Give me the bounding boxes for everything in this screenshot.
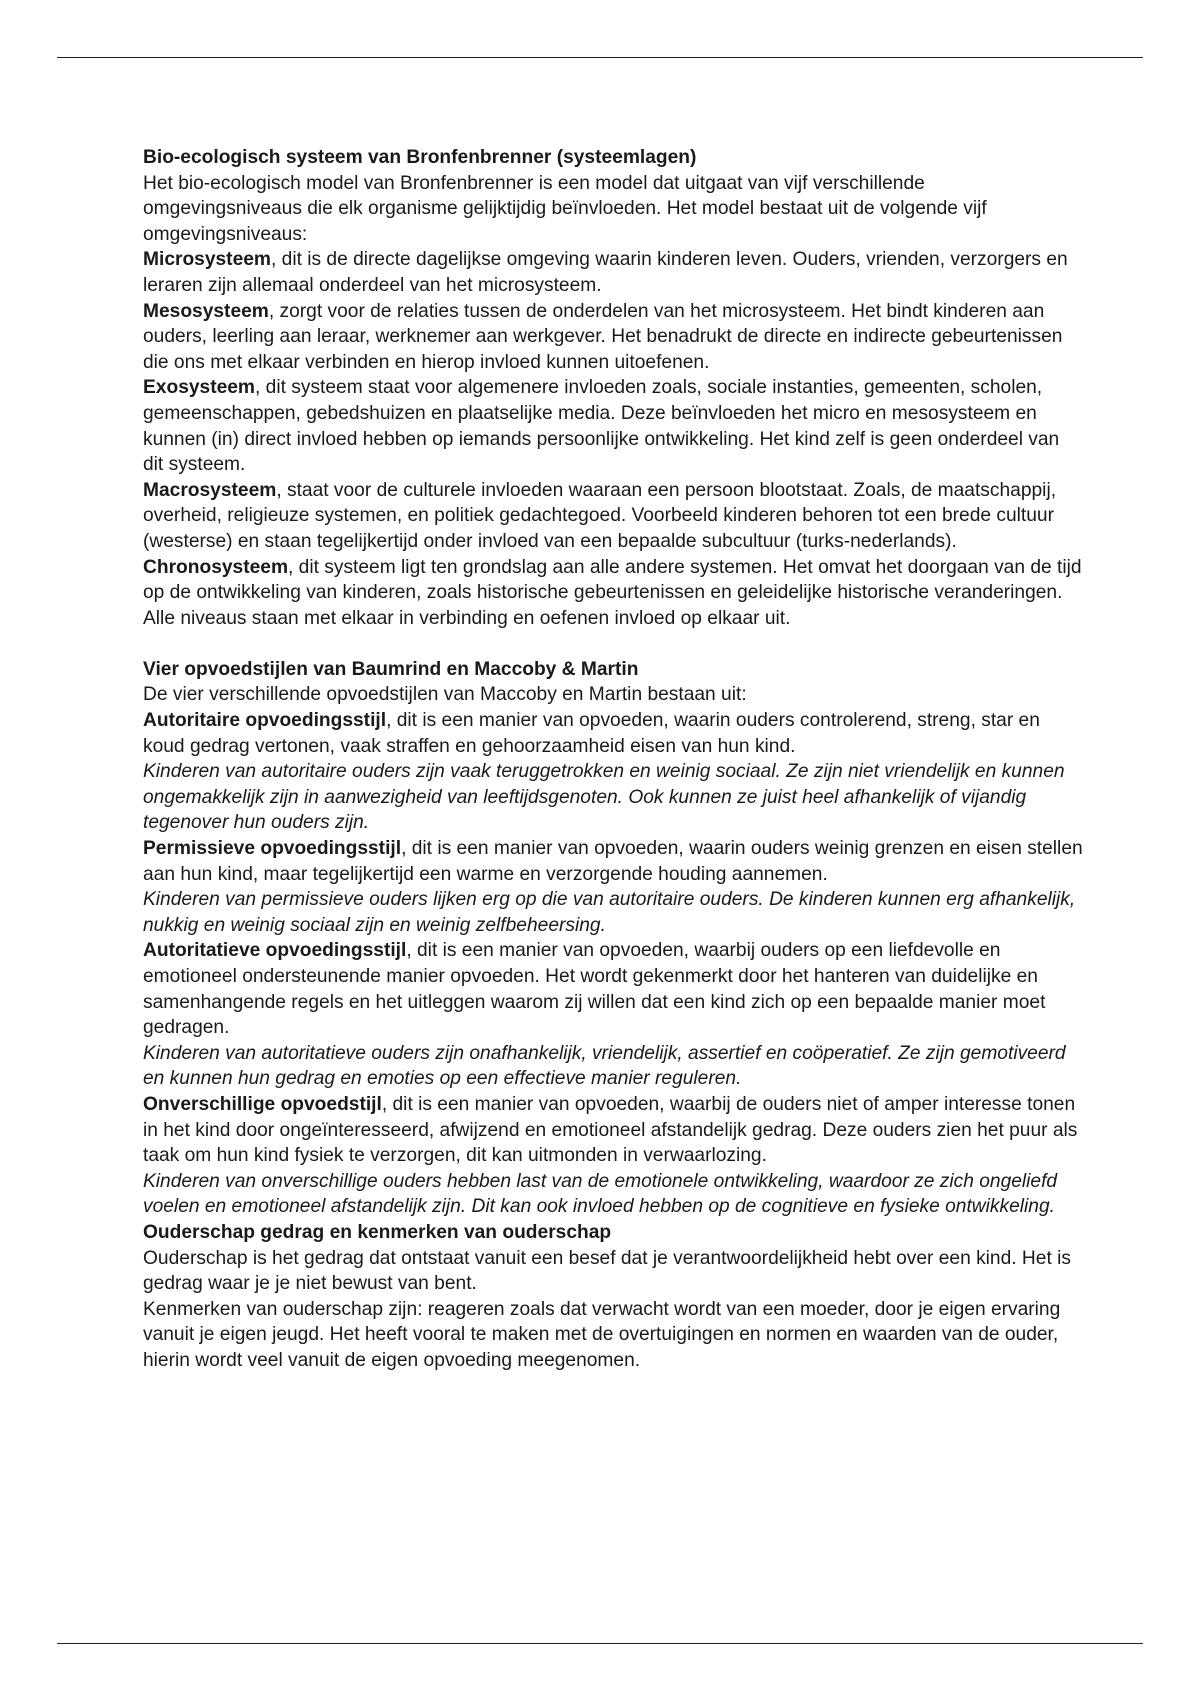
level-description: , dit is de directe dagelijkse omgeving waarin kinderen leven. Ouders, vrienden, verzorgers en leraren zijn allemaal onderdeel van het microsysteem.: [143, 249, 1068, 296]
style-description: , dit is een manier van opvoeden, waarin ouders weinig grenzen en eisen stellen aan hun kind, maar tegelijkertijd een warme en verzorgende houding aannemen.: [143, 838, 1083, 885]
section-closing-bronfenbrenner: Alle niveaus staan met elkaar in verbinding en oefenen invloed op elkaar uit.: [143, 607, 791, 629]
level-description: , staat voor de culturele invloeden waaraan een persoon blootstaat. Zoals, de maatschappij, overheid, religieuze systemen, en politiek gedachtegoed. Voorbeeld kinderen behoren tot een brede cultuur (westerse) en staan tegelijkertijd onder invloed van een bepaalde subcultuur (turks-nederlands).: [143, 479, 1057, 552]
level-term: Macrosysteem: [143, 479, 277, 501]
style-paragraph-permissive: [143, 836, 1083, 887]
style-paragraph-authoritative: [143, 938, 1083, 1040]
top-rule: [57, 57, 1143, 58]
level-term: Mesosysteem: [143, 300, 269, 322]
level-paragraph-macrosystem: [143, 478, 1083, 555]
section-heading-bronfenbrenner: Bio-ecologisch systeem van Bronfenbrenner (systeemlagen): [143, 147, 697, 168]
style-paragraph-uninvolved: [143, 1092, 1083, 1169]
style-description: , dit is een manier van opvoeden, waarbij de ouders niet of amper interesse tonen in het kind door ongeïnteresseerd, afwijzend en emotioneel afstandelijk gedrag. Deze ouders zien het puur als taak om hun kind fysiek te verzorgen, dit kan uitmonden in verwaarlozing.: [143, 1093, 1078, 1167]
style-term: Onverschillige opvoedstijl: [143, 1093, 382, 1115]
style-term: Permissieve opvoedingsstijl: [143, 838, 402, 860]
style-term: Autoritaire opvoedingsstijl: [143, 710, 387, 732]
section-heading-parenting-styles: Vier opvoedstijlen van Baumrind en Maccoby & Martin: [143, 658, 639, 680]
section-spacer: [143, 631, 1083, 657]
parenthood-paragraph: Kenmerken van ouderschap zijn: reageren zoals dat verwacht wordt van een moeder, door je eigen ervaring vanuit je eigen jeugd. Het heeft vooral te maken met de overtuigingen en normen en waarden van de ouder, hierin wordt veel vanuit de eigen opvoeding meegenomen.: [143, 1298, 1061, 1371]
level-term: Chronosysteem: [143, 556, 289, 578]
document-body: [143, 145, 1083, 1374]
section-heading-parenthood: Ouderschap gedrag en kenmerken van ouderschap: [143, 1221, 612, 1243]
level-description: , dit systeem ligt ten grondslag aan alle andere systemen. Het omvat het doorgaan van de tijd op de ontwikkeling van kinderen, zoals historische gebeurtenissen en geleidelijke historische veranderingen.: [143, 556, 1082, 604]
level-description: , zorgt voor de relaties tussen de onderdelen van het microsysteem. Het bindt kinderen aan ouders, leerling aan leraar, werknemer aan werkgever. Het benadrukt de directe en indirecte gebeurtenissen die ons met elkaar verbinden en hierop invloed kunnen uitoefenen.: [143, 300, 1063, 373]
style-effect-authoritative: Kinderen van autoritatieve ouders zijn onafhankelijk, vriendelijk, assertief en coöperatief. Ze zijn gemotiveerd en kunnen hun gedrag en emoties op een effectieve manier reguleren.: [143, 1042, 1066, 1090]
style-effect-uninvolved: Kinderen van onverschillige ouders hebben last van de emotionele ontwikkeling, waardoor ze zich ongeliefd voelen en emotioneel afstandelijk zijn. Dit kan ook invloed hebben op de cognitieve en fysieke ontwikkeling.: [143, 1170, 1058, 1218]
section-intro-bronfenbrenner: Het bio-ecologisch model van Bronfenbrenner is een model dat uitgaat van vijf verschillende omgevingsniveaus die elk organisme gelijktijdig beïnvloeden. Het model bestaat uit de volgende vijf omgevingsniveaus:: [143, 172, 987, 245]
level-term: Microsysteem: [143, 249, 271, 271]
style-description: , dit is een manier van opvoeden, waarin ouders controlerend, streng, star en koud gedrag vertonen, vaak straffen en gehoorzaamheid eisen van hun kind.: [143, 710, 1040, 757]
level-description: , dit systeem staat voor algemenere invloeden zoals, sociale instanties, gemeenten, scholen, gemeenschappen, gebedshuizen en plaatselijke media. Deze beïnvloeden het micro en mesosysteem en kunnen (in) direct invloed hebben op iemands persoonlijke ontwikkeling. Het kind zelf is geen onderdeel van dit systeem.: [143, 377, 1060, 476]
style-term: Autoritatieve opvoedingsstijl: [143, 940, 407, 962]
section-intro-parenting-styles: De vier verschillende opvoedstijlen van Maccoby en Martin bestaan uit:: [143, 684, 747, 706]
style-effect-permissive: Kinderen van permissieve ouders lijken erg op die van autoritaire ouders. De kinderen kunnen erg afhankelijk, nukkig en weinig sociaal zijn en weinig zelfbeheersing.: [143, 889, 1076, 936]
level-paragraph-microsystem: [143, 247, 1083, 298]
level-paragraph-exosystem: [143, 375, 1083, 477]
level-term: Exosysteem: [143, 377, 255, 399]
style-paragraph-authoritarian: [143, 708, 1083, 759]
parenthood-paragraph: Ouderschap is het gedrag dat ontstaat vanuit een besef dat je verantwoordelijkheid hebt over een kind. Het is gedrag waar je je niet bewust van bent.: [143, 1247, 1071, 1295]
level-paragraph-mesosystem: [143, 299, 1083, 376]
bottom-rule: [57, 1643, 1143, 1644]
style-effect-authoritarian: Kinderen van autoritaire ouders zijn vaak teruggetrokken en weinig sociaal. Ze zijn niet vriendelijk en kunnen ongemakkelijk zijn in aanwezigheid van leeftijdsgenoten. Ook kunnen ze juist heel afhankelijk of vijandig tegenover hun ouders zijn.: [143, 761, 1065, 834]
level-paragraph-chronosystem: [143, 555, 1083, 606]
style-description: , dit is een manier van opvoeden, waarbij ouders op een liefdevolle en emotioneel ondersteunende manier opvoeden. Het wordt gekenmerkt door het hanteren van duidelijke en samenhangende regels en het uitleggen waarom zij willen dat een kind zich op een bepaalde manier moet gedragen.: [143, 940, 1046, 1039]
